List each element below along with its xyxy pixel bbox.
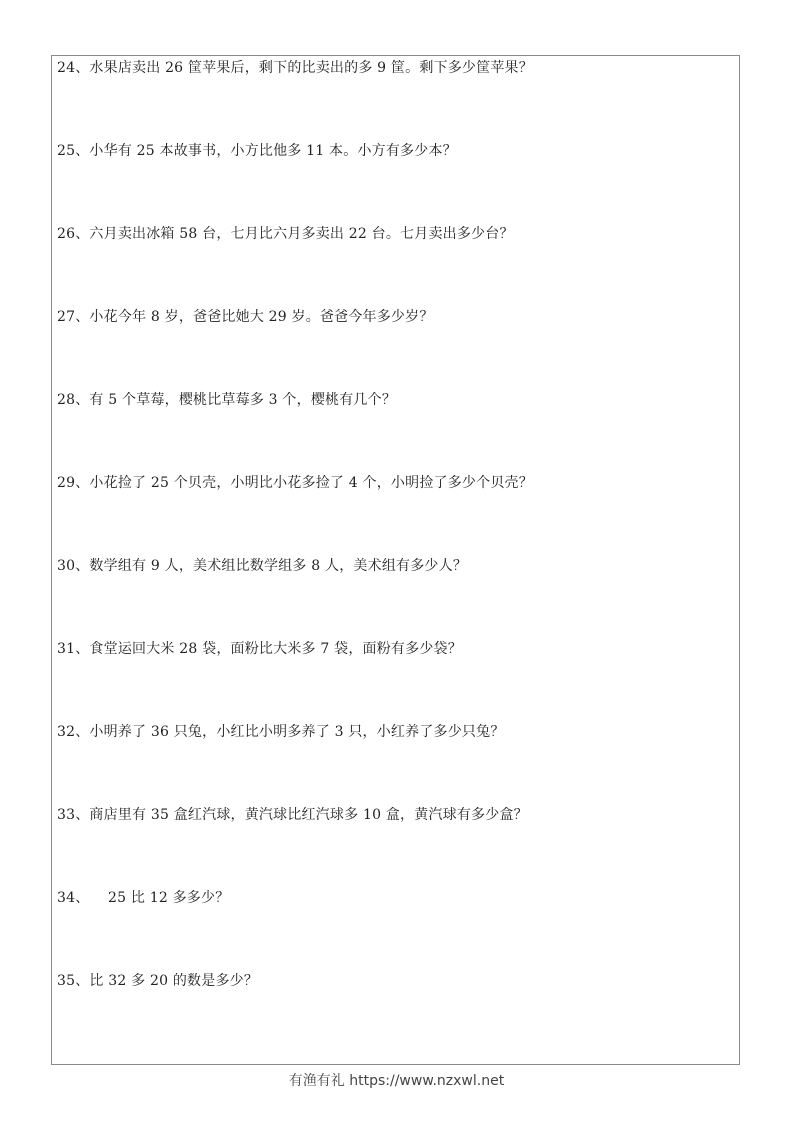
question-31: 31、食堂运回大米 28 袋，面粉比大米多 7 袋，面粉有多少袋？ [57, 641, 462, 657]
question-26: 26、六月卖出冰箱 58 台，七月比六月多卖出 22 台。七月卖出多少台？ [57, 226, 514, 242]
footer-watermark: 有渔有礼 https://www.nzxwl.net [288, 1073, 505, 1089]
question-27: 27、小花今年 8 岁，爸爸比她大 29 岁。爸爸今年多少岁？ [57, 309, 434, 325]
question-28: 28、有 5 个草莓，樱桃比草莓多 3 个，樱桃有几个？ [57, 392, 397, 408]
question-34: 34、 25 比 12 多多少？ [57, 890, 230, 906]
question-25: 25、小华有 25 本故事书，小方比他多 11 本。小方有多少本？ [57, 143, 457, 159]
question-32: 32、小明养了 36 只兔，小红比小明多养了 3 只，小红养了多少只兔？ [57, 724, 505, 740]
question-35: 35、比 32 多 20 的数是多少？ [57, 973, 259, 989]
question-33: 33、商店里有 35 盒红汽球，黄汽球比红汽球多 10 盒，黄汽球有多少盒？ [57, 807, 528, 823]
question-24: 24、水果店卖出 26 筐苹果后，剩下的比卖出的多 9 筐。剩下多少筐苹果？ [57, 60, 533, 76]
question-29: 29、小花捡了 25 个贝壳，小明比小花多捡了 4 个，小明捡了多少个贝壳？ [57, 475, 533, 491]
question-30: 30、数学组有 9 人，美术组比数学组多 8 人，美术组有多少人？ [57, 558, 468, 574]
